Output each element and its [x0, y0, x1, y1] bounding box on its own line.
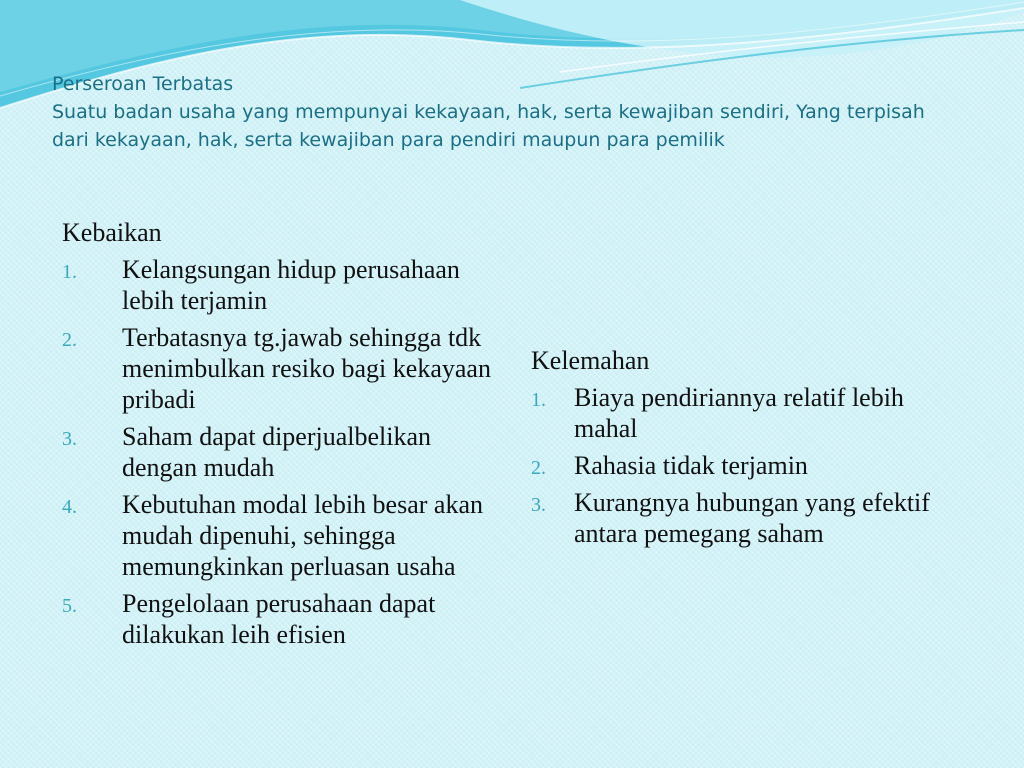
slide-title-line2: Suatu badan usaha yang mempunyai kekayaan, hak, serta kewajiban sendiri, Yang terpisah dari kekayaan, hak, serta kewajiban para pendiri maupun para pemilik	[52, 101, 925, 151]
list-number: 1.	[62, 261, 77, 283]
list-item	[62, 322, 502, 415]
list-item-text: Rahasia tidak terjamin	[574, 451, 808, 480]
list-item	[531, 382, 971, 444]
list-number: 5.	[62, 595, 77, 617]
list-number: 3.	[62, 428, 77, 450]
advantages-column	[62, 217, 502, 656]
disadvantages-list	[531, 382, 971, 549]
list-item	[62, 489, 502, 582]
list-number: 1.	[531, 389, 546, 411]
list-item	[531, 487, 971, 549]
slide-title-line1: Perseroan Terbatas	[52, 73, 234, 95]
list-item	[62, 421, 502, 483]
disadvantages-column	[531, 345, 971, 555]
list-item-text: Kurangnya hubungan yang efektif antara pemegang saham	[574, 488, 930, 548]
list-item	[62, 254, 502, 316]
list-number: 3.	[531, 494, 546, 516]
list-item-text: Pengelolaan perusahaan dapat dilakukan leih efisien	[122, 589, 436, 649]
list-item	[62, 588, 502, 650]
list-number: 2.	[62, 329, 77, 351]
list-item-text: Kebutuhan modal lebih besar akan mudah dipenuhi, sehingga memungkinkan perluasan usaha	[122, 490, 483, 581]
advantages-heading: Kebaikan	[62, 218, 162, 247]
list-item-text: Saham dapat diperjualbelikan dengan mudah	[122, 422, 432, 482]
list-item-text: Kelangsungan hidup perusahaan lebih terjamin	[122, 255, 460, 315]
slide-title	[52, 70, 932, 154]
advantages-list	[62, 254, 502, 650]
list-number: 2.	[531, 457, 546, 479]
list-item-text: Biaya pendiriannya relatif lebih mahal	[574, 383, 904, 443]
list-item-text: Terbatasnya tg.jawab sehingga tdk menimbulkan resiko bagi kekayaan pribadi	[122, 323, 491, 414]
list-number: 4.	[62, 496, 77, 518]
list-item	[531, 450, 971, 481]
disadvantages-heading: Kelemahan	[531, 346, 650, 375]
